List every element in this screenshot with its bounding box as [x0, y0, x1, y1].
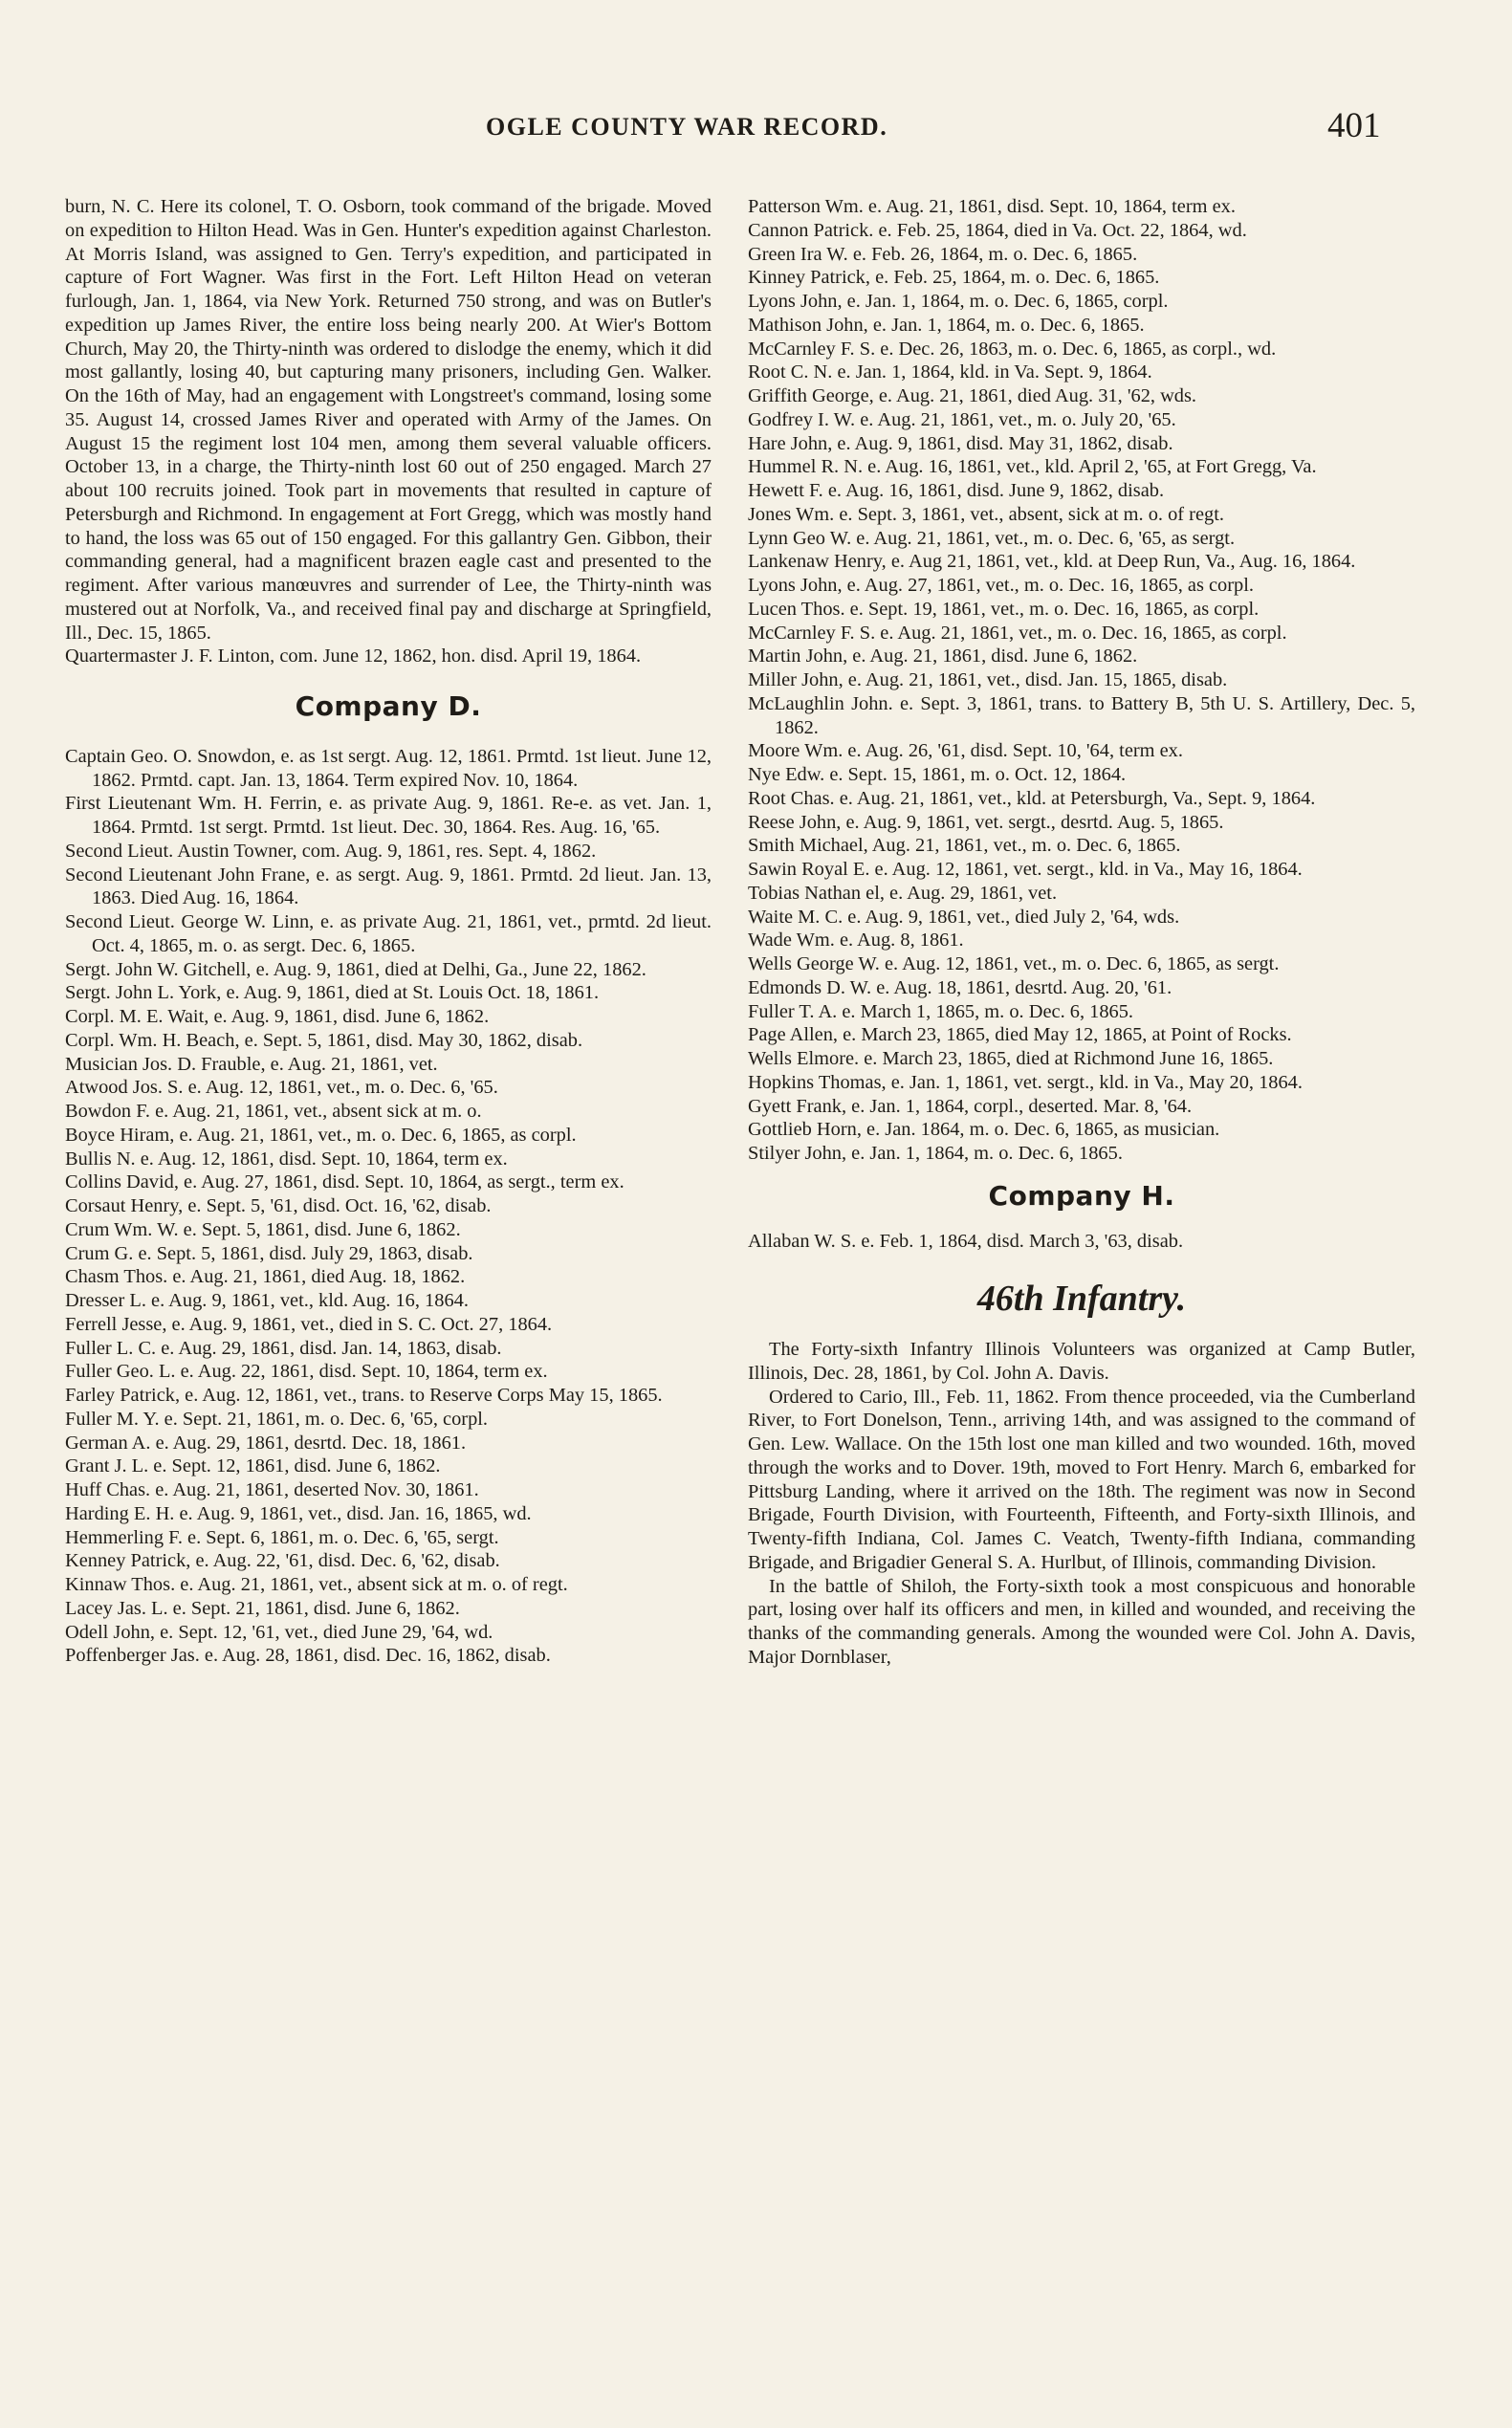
roster-entry: Tobias Nathan el, e. Aug. 29, 1861, vet. [748, 882, 1058, 904]
roster-entry: Gottlieb Horn, e. Jan. 1864, m. o. Dec. 6, 1865, as musician. [748, 1119, 1220, 1141]
roster-entry: Ferrell Jesse, e. Aug. 9, 1861, vet., died in S. C. Oct. 27, 1864. [65, 1313, 553, 1335]
company-d-roster [65, 745, 712, 1668]
roster-entry: Wells George W. e. Aug. 12, 1861, vet., m. o. Dec. 6, 1865, as sergt. [748, 953, 1280, 974]
regiment-paragraph-2: Ordered to Cario, Ill., Feb. 11, 1862. From thence proceeded, via the Cumberland River, to Fort Donelson, Tenn., arriving 14th, and was assigned to the command of Gen. Lew. Wallace. On the 15th lost one man killed and two wounded. 16th, moved through the works and to Dover. 19th, moved to Fort Henry. March 6, embarked for Pittsburg Landing, where it arrived on the 18th. The regiment was now in Second Brigade, Fourth Division, with Fourteenth, Fifteenth, and Forty-sixth Illinois, and Twenty-fifth Indiana, Col. James C. Veatch, Twenty-fifth Indiana, commanding Brigade, and Brigadier General S. A. Hurlbut, of Illinois, commanding Division. [748, 1386, 1415, 1573]
roster-entry: Harding E. H. e. Aug. 9, 1861, vet., disd. Jan. 16, 1865, wd. [65, 1502, 532, 1524]
roster-entry: Sergt. John L. York, e. Aug. 9, 1861, died at St. Louis Oct. 18, 1861. [65, 982, 600, 1004]
roster-entry: Jones Wm. e. Sept. 3, 1861, vet., absent, sick at m. o. of regt. [748, 503, 1224, 525]
roster-entry: Lacey Jas. L. e. Sept. 21, 1861, disd. June 6, 1862. [65, 1597, 460, 1619]
roster-entry: Fuller L. C. e. Aug. 29, 1861, disd. Jan. 14, 1863, disab. [65, 1337, 502, 1359]
company-d-roster-continued [748, 195, 1415, 1166]
roster-entry: Root C. N. e. Jan. 1, 1864, kld. in Va. Sept. 9, 1864. [748, 361, 1152, 383]
roster-entry: Crum Wm. W. e. Sept. 5, 1861, disd. June 6, 1862. [65, 1218, 461, 1240]
roster-entry: Smith Michael, Aug. 21, 1861, vet., m. o. Dec. 6, 1865. [748, 835, 1181, 857]
roster-entry: Wells Elmore. e. March 23, 1865, died at Richmond June 16, 1865. [748, 1048, 1274, 1069]
roster-entry: Bullis N. e. Aug. 12, 1861, disd. Sept. 10, 1864, term ex. [65, 1148, 508, 1170]
roster-entry: Gyett Frank, e. Jan. 1, 1864, corpl., deserted. Mar. 8, '64. [748, 1095, 1193, 1117]
roster-entry: Moore Wm. e. Aug. 26, '61, disd. Sept. 10, '64, term ex. [748, 740, 1183, 762]
roster-entry: Poffenberger Jas. e. Aug. 28, 1861, disd. Dec. 16, 1862, disab. [65, 1645, 551, 1667]
roster-entry: First Lieutenant Wm. H. Ferrin, e. as private Aug. 9, 1861. Re-e. as vet. Jan. 1, 1864. Prmtd. 1st sergt. Prmtd. 1st lieut. Dec. 30, 1864. Res. Aug. 16, '65. [65, 793, 712, 838]
roster-entry: Crum G. e. Sept. 5, 1861, disd. July 29, 1863, disab. [65, 1242, 473, 1264]
roster-entry: Wade Wm. e. Aug. 8, 1861. [748, 930, 964, 952]
roster-entry: Patterson Wm. e. Aug. 21, 1861, disd. Sept. 10, 1864, term ex. [748, 196, 1236, 217]
roster-entry: Second Lieutenant John Frane, e. as sergt. Aug. 9, 1861. Prmtd. 2d lieut. Jan. 13, 1863. Died Aug. 16, 1864. [65, 864, 712, 909]
narrative-paragraph: burn, N. C. Here its colonel, T. O. Osborn, took command of the brigade. Moved on expedition to Hilton Head. Was in Gen. Hunter's expedition against Charleston. At Morris Island, was assigned to Gen. Terry's expedition, and participated in capture of Fort Wagner. Was first in the Fort. Left Hilton Head on veteran furlough, Jan. 1, 1864, via New York. Returned 750 strong, and was on Butler's expedition up James River, the entire loss being nearly 200. At Wier's Bottom Church, May 20, the Thirty-ninth was ordered to dislodge the enemy, which it did most gallantly, losing 40, but capturing many prisoners, including Gen. Walker. On the 16th of May, had an engagement with Longstreet's command, losing some 35. August 14, crossed James River and operated with Army of the James. On August 15 the regiment lost 104 men, among them several valuable officers. October 13, in a charge, the Thirty-ninth lost 60 out of 250 engaged. March 27 about 100 recruits joined. Took part in movements that resulted in capture of Petersburgh and Richmond. In engagement at Fort Gregg, which was mostly hand to hand, the loss was 65 out of 150 engaged. For this gallantry Gen. Gibbon, their commanding general, had a magnificent brazen eagle cast and presented to the regiment. After various manœuvres and surrender of Lee, the Thirty-ninth was mustered out at Norfolk, Va., and received final pay and discharge at Springfield, Ill., Dec. 15, 1865. [65, 196, 712, 644]
roster-entry: Root Chas. e. Aug. 21, 1861, vet., kld. at Petersburgh, Va., Sept. 9, 1864. [748, 787, 1316, 809]
roster-entry: Sergt. John W. Gitchell, e. Aug. 9, 1861, died at Delhi, Ga., June 22, 1862. [65, 958, 646, 980]
roster-entry: Lyons John, e. Jan. 1, 1864, m. o. Dec. 6, 1865, corpl. [748, 291, 1169, 312]
roster-entry: Hopkins Thomas, e. Jan. 1, 1861, vet. sergt., kld. in Va., May 20, 1864. [748, 1071, 1303, 1093]
roster-entry: Hummel R. N. e. Aug. 16, 1861, vet., kld. April 2, '65, at Fort Gregg, Va. [748, 456, 1317, 478]
quartermaster-entry: Quartermaster J. F. Linton, com. June 12, 1862, hon. disd. April 19, 1864. [65, 645, 642, 667]
roster-entry: Stilyer John, e. Jan. 1, 1864, m. o. Dec. 6, 1865. [748, 1143, 1123, 1164]
page-number: 401 [1327, 106, 1381, 145]
roster-entry: Corpl. Wm. H. Beach, e. Sept. 5, 1861, disd. May 30, 1862, disab. [65, 1029, 583, 1051]
roster-entry: Collins David, e. Aug. 27, 1861, disd. Sept. 10, 1864, as sergt., term ex. [65, 1171, 625, 1193]
regiment-paragraph-1: The Forty-sixth Infantry Illinois Volunteers was organized at Camp Butler, Illinois, Dec. 28, 1861, by Col. John A. Davis. [748, 1339, 1415, 1384]
roster-entry: Kinnaw Thos. e. Aug. 21, 1861, vet., absent sick at m. o. of regt. [65, 1574, 568, 1595]
roster-entry: Mathison John, e. Jan. 1, 1864, m. o. Dec. 6, 1865. [748, 314, 1145, 336]
roster-entry: Page Allen, e. March 23, 1865, died May 12, 1865, at Point of Rocks. [748, 1024, 1292, 1046]
roster-entry: Grant J. L. e. Sept. 12, 1861, disd. June 6, 1862. [65, 1455, 441, 1477]
roster-entry: Martin John, e. Aug. 21, 1861, disd. June 6, 1862. [748, 645, 1138, 667]
regiment-heading: 46th Infantry. [976, 1279, 1187, 1320]
roster-entry: Lyons John, e. Aug. 27, 1861, vet., m. o. Dec. 16, 1865, as corpl. [748, 575, 1254, 596]
roster-entry: Lankenaw Henry, e. Aug 21, 1861, vet., kld. at Deep Run, Va., Aug. 16, 1864. [748, 551, 1356, 573]
roster-entry: Edmonds D. W. e. Aug. 18, 1861, desrtd. Aug. 20, '61. [748, 976, 1172, 998]
roster-entry: Kinney Patrick, e. Feb. 25, 1864, m. o. Dec. 6, 1865. [748, 267, 1160, 289]
roster-entry: McLaughlin John. e. Sept. 3, 1861, trans. to Battery B, 5th U. S. Artillery, Dec. 5, 1862. [748, 692, 1415, 738]
roster-entry: Godfrey I. W. e. Aug. 21, 1861, vet., m. o. July 20, '65. [748, 408, 1176, 430]
roster-entry: Waite M. C. e. Aug. 9, 1861, vet., died July 2, '64, wds. [748, 906, 1180, 928]
right-column [748, 195, 1415, 1670]
running-title: OGLE COUNTY WAR RECORD. [486, 113, 888, 141]
roster-entry: Captain Geo. O. Snowdon, e. as 1st sergt. Aug. 12, 1861. Prmtd. 1st lieut. June 12, 1862. Prmtd. capt. Jan. 13, 1864. Term expired Nov. 10, 1864. [65, 745, 712, 791]
roster-entry: Lucen Thos. e. Sept. 19, 1861, vet., m. o. Dec. 16, 1865, as corpl. [748, 598, 1260, 620]
roster-entry: Lynn Geo W. e. Aug. 21, 1861, vet., m. o. Dec. 6, '65, as sergt. [748, 527, 1236, 549]
roster-entry: Hewett F. e. Aug. 16, 1861, disd. June 9, 1862, disab. [748, 480, 1165, 501]
company-d-heading: Company D. [295, 690, 482, 722]
roster-entry: Green Ira W. e. Feb. 26, 1864, m. o. Dec. 6, 1865. [748, 243, 1138, 265]
roster-entry: Miller John, e. Aug. 21, 1861, vet., disd. Jan. 15, 1865, disab. [748, 669, 1228, 690]
roster-entry: Fuller T. A. e. March 1, 1865, m. o. Dec. 6, 1865. [748, 1000, 1134, 1022]
regiment-paragraph-3: In the battle of Shiloh, the Forty-sixth took a most conspicuous and honorable part, losing over half its officers and men, in killed and wounded, and receiving the thanks of the commanding generals. Among the wounded were Col. John A. Davis, Major Dornblaser, [748, 1575, 1415, 1668]
roster-entry: German A. e. Aug. 29, 1861, desrtd. Dec. 18, 1861. [65, 1432, 467, 1454]
roster-entry: Atwood Jos. S. e. Aug. 12, 1861, vet., m. o. Dec. 6, '65. [65, 1077, 498, 1099]
roster-entry: Farley Patrick, e. Aug. 12, 1861, vet., trans. to Reserve Corps May 15, 1865. [65, 1385, 663, 1406]
roster-entry: Chasm Thos. e. Aug. 21, 1861, died Aug. 18, 1862. [65, 1266, 466, 1288]
roster-entry: Cannon Patrick. e. Feb. 25, 1864, died in Va. Oct. 22, 1864, wd. [748, 219, 1247, 241]
roster-entry: Corsaut Henry, e. Sept. 5, '61, disd. Oct. 16, '62, disab. [65, 1195, 492, 1216]
roster-entry: Griffith George, e. Aug. 21, 1861, died Aug. 31, '62, wds. [748, 385, 1197, 406]
roster-entry: Kenney Patrick, e. Aug. 22, '61, disd. Dec. 6, '62, disab. [65, 1550, 500, 1572]
roster-entry: McCarnley F. S. e. Aug. 21, 1861, vet., m. o. Dec. 16, 1865, as corpl. [748, 622, 1287, 644]
running-head [0, 106, 1512, 161]
roster-entry: Fuller Geo. L. e. Aug. 22, 1861, disd. Sept. 10, 1864, term ex. [65, 1361, 548, 1383]
roster-entry: Second Lieut. Austin Towner, com. Aug. 9, 1861, res. Sept. 4, 1862. [65, 840, 597, 862]
roster-entry: Hemmerling F. e. Sept. 6, 1861, m. o. Dec. 6, '65, sergt. [65, 1526, 499, 1548]
roster-entry: Second Lieut. George W. Linn, e. as private Aug. 21, 1861, vet., prmtd. 2d lieut. Oct. 4, 1865, m. o. as sergt. Dec. 6, 1865. [65, 911, 712, 956]
roster-entry: Odell John, e. Sept. 12, '61, vet., died June 29, '64, wd. [65, 1621, 493, 1643]
roster-entry: Reese John, e. Aug. 9, 1861, vet. sergt., desrtd. Aug. 5, 1865. [748, 811, 1224, 833]
roster-entry: Hare John, e. Aug. 9, 1861, disd. May 31, 1862, disab. [748, 432, 1173, 454]
left-column [65, 195, 712, 1668]
company-h-entry: Allaban W. S. e. Feb. 1, 1864, disd. March 3, '63, disab. [748, 1230, 1184, 1252]
roster-entry: Dresser L. e. Aug. 9, 1861, vet., kld. Aug. 16, 1864. [65, 1290, 469, 1311]
roster-entry: Musician Jos. D. Frauble, e. Aug. 21, 1861, vet. [65, 1053, 438, 1075]
roster-entry: McCarnley F. S. e. Dec. 26, 1863, m. o. Dec. 6, 1865, as corpl., wd. [748, 338, 1277, 360]
roster-entry: Boyce Hiram, e. Aug. 21, 1861, vet., m. o. Dec. 6, 1865, as corpl. [65, 1124, 577, 1146]
roster-entry: Huff Chas. e. Aug. 21, 1861, deserted Nov. 30, 1861. [65, 1479, 479, 1500]
roster-entry: Corpl. M. E. Wait, e. Aug. 9, 1861, disd. June 6, 1862. [65, 1006, 490, 1027]
roster-entry: Sawin Royal E. e. Aug. 12, 1861, vet. sergt., kld. in Va., May 16, 1864. [748, 859, 1303, 880]
roster-entry: Bowdon F. e. Aug. 21, 1861, vet., absent sick at m. o. [65, 1101, 482, 1122]
company-h-heading: Company H. [988, 1179, 1175, 1212]
roster-entry: Fuller M. Y. e. Sept. 21, 1861, m. o. Dec. 6, '65, corpl. [65, 1408, 489, 1430]
roster-entry: Nye Edw. e. Sept. 15, 1861, m. o. Oct. 12, 1864. [748, 764, 1127, 785]
